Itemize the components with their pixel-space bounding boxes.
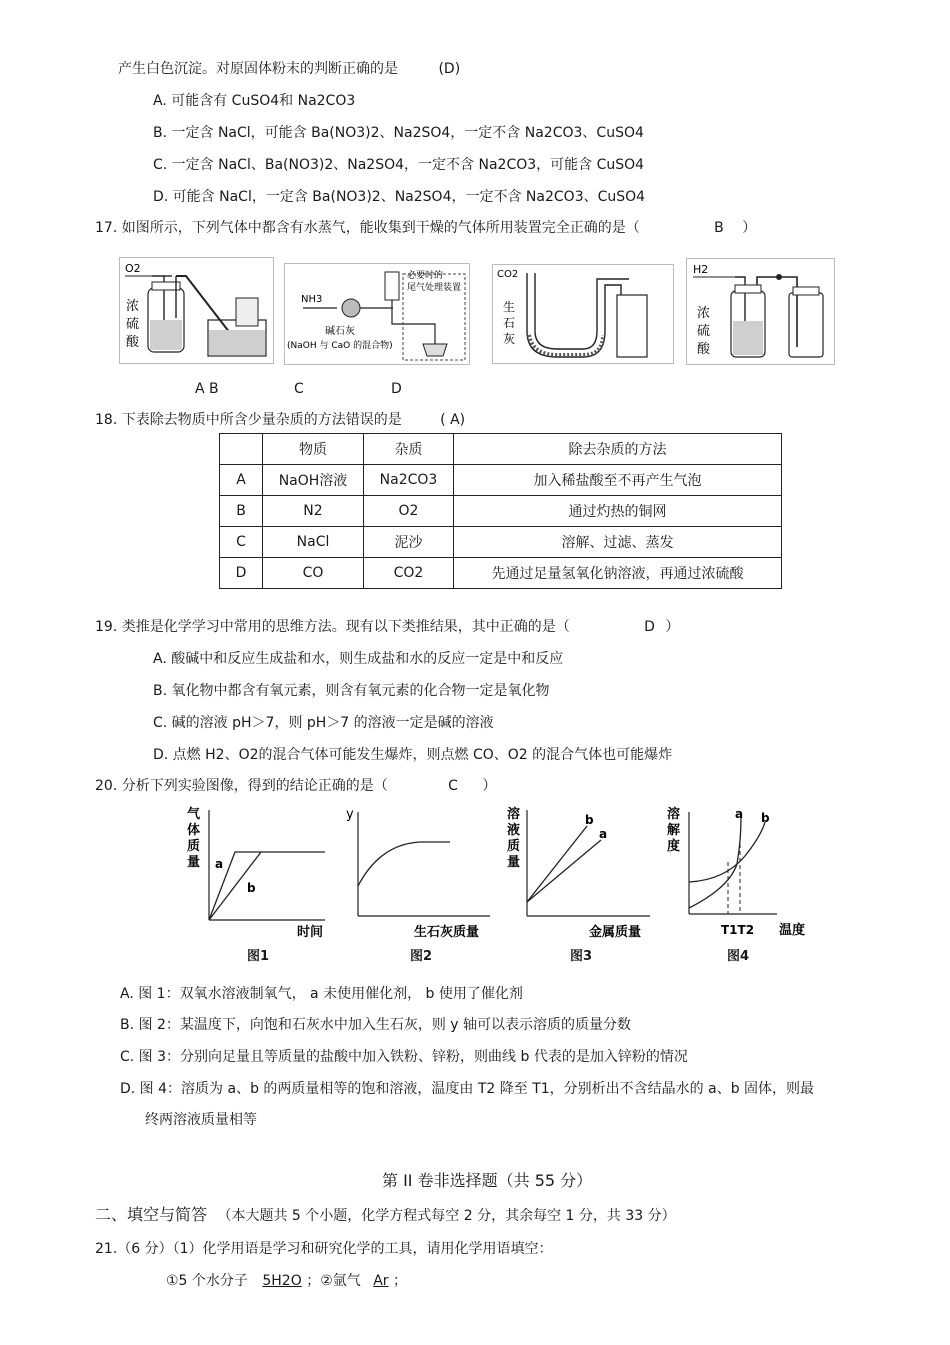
table-cell: D: [220, 558, 263, 589]
graph4-curve-b: b: [761, 811, 770, 825]
table-cell: 加入稀盐酸至不再产生气泡: [454, 465, 782, 496]
table-cell: N2: [263, 496, 364, 527]
fig-b-gas-label: NH3: [301, 294, 323, 305]
q20-graph-2: [340, 804, 500, 954]
q16-option-d: D. 可能含 NaCl，一定含 Ba(NO3)2、Na2SO4，一定不含 Na2CO3、CuSO4: [153, 189, 646, 205]
q20-option-d-cont: 终两溶液质量相等: [145, 1112, 257, 1128]
fig-d-reagent-3: 酸: [697, 342, 711, 357]
q19-option-d: D. 点燃 H2、O2的混合气体可能发生爆炸，则点燃 CO、O2 的混合气体也可能爆炸: [153, 747, 673, 763]
q18-table: [219, 433, 782, 589]
q17-letter-c: C: [294, 381, 304, 397]
graph4-caption: 图4: [727, 949, 750, 964]
table-header-row: [220, 434, 782, 465]
q20-answer: C: [448, 778, 458, 794]
graph3-ylabel-3: 质: [507, 839, 521, 854]
q21-item1-answer: 5H2O: [262, 1273, 302, 1289]
q18-stem: [95, 411, 465, 429]
q19-stem-text: 19. 类推是化学学习中常用的思维方法。现有以下类推结果，其中正确的是（: [95, 619, 570, 635]
graph3-ylabel-1: 溶: [507, 807, 521, 822]
q20-graph-3: [505, 804, 655, 954]
graph4-ylabel-2: 解: [667, 823, 681, 838]
q20-graph-4: [665, 804, 815, 954]
graph3-caption: 图3: [570, 949, 593, 964]
table-cell: NaOH溶液: [263, 465, 364, 496]
q19-close: ）: [665, 619, 680, 635]
table-cell: 通过灼热的铜网: [454, 496, 782, 527]
q21-stem: 21.（6 分）（1）化学用语是学习和研究化学的工具，请用化学用语填空：: [95, 1241, 553, 1257]
q17-figure-a: [119, 257, 274, 364]
table-cell: 泥沙: [364, 527, 454, 558]
table-cell: CO2: [364, 558, 454, 589]
q17-close: ）: [742, 220, 757, 236]
q16-stem-text: 产生白色沉淀。对原固体粉末的判断正确的是: [118, 61, 398, 77]
table-cell: 先通过足量氢氧化钠溶液，再通过浓硫酸: [454, 558, 782, 589]
q21-item2-answer: Ar: [373, 1273, 389, 1289]
graph3-ylabel-2: 液: [507, 823, 521, 838]
q19-stem: [95, 618, 679, 636]
fig-a-reagent-1: 浓: [126, 299, 140, 314]
graph4-curve-a: a: [735, 807, 744, 821]
q20-close: ）: [482, 778, 497, 794]
table-cell: NaCl: [263, 527, 364, 558]
table-cell: A: [220, 465, 263, 496]
q17-figure-b: [284, 263, 470, 365]
graph4-ylabel-1: 溶: [667, 807, 681, 822]
graph4-xlabel: 温度: [779, 923, 806, 938]
graph1-curve-a: a: [215, 857, 224, 871]
q20-option-c: C. 图 3：分别向足量且等质量的盐酸中加入铁粉、锌粉，则曲线 b 代表的是加入锌粉的情况: [120, 1049, 688, 1065]
part2-heading-note: （本大题共 5 个小题，化学方程式每空 2 分，其余每空 1 分，共 33 分）: [217, 1208, 676, 1224]
q16-option-a: A. 可能含有 CuSO4和 Na2CO3: [153, 93, 356, 109]
q20-option-a: A. 图 1：双氧水溶液制氧气， a 未使用催化剂， b 使用了催化剂: [120, 986, 523, 1002]
q20-graph-1: [185, 804, 330, 954]
graph4-ylabel-3: 度: [667, 839, 681, 854]
q20-option-b: B. 图 2：某温度下，向饱和石灰水中加入生石灰，则 y 轴可以表示溶质的质量分数: [120, 1017, 632, 1033]
graph1-xlabel: 时间: [297, 925, 324, 940]
q16-answer: (D): [438, 61, 461, 77]
q17-figure-c: [492, 264, 674, 364]
q19-option-b: B. 氧化物中都含有氧元素，则含有氧元素的化合物一定是氧化物: [153, 683, 550, 699]
q17-stem: [95, 219, 756, 237]
table-cell: O2: [364, 496, 454, 527]
q16-option-b: B. 一定含 NaCl，可能含 Ba(NO3)2、Na2SO4，一定不含 Na2CO3、CuSO4: [153, 125, 644, 141]
fig-d-gas-label: H2: [693, 263, 709, 276]
fig-b-note-1: 必要时的: [407, 271, 444, 281]
q18-stem-text: 18. 下表除去物质中所含少量杂质的方法错误的是: [95, 412, 402, 428]
graph1-caption: 图1: [247, 949, 270, 964]
table-row: [220, 496, 782, 527]
graph3-xlabel: 金属质量: [589, 925, 642, 940]
q19-answer: D: [644, 619, 655, 635]
graph2-ylabel: y: [346, 807, 354, 822]
graph3-curve-a: a: [599, 827, 608, 841]
table-cell: 溶解、过滤、蒸发: [454, 527, 782, 558]
q17-letter-d: D: [391, 381, 402, 397]
table-cell: Na2CO3: [364, 465, 454, 496]
q17-stem-text: 17. 如图所示，下列气体中都含有水蒸气，能收集到干燥的气体所用装置完全正确的是（: [95, 220, 640, 236]
fig-d-reagent-2: 硫: [697, 324, 711, 339]
q19-option-a: A. 酸碱中和反应生成盐和水，则生成盐和水的反应一定是中和反应: [153, 651, 564, 667]
q16-option-c: C. 一定含 NaCl、Ba(NO3)2、Na2SO4，一定不含 Na2CO3，可能含 CuSO4: [153, 157, 645, 173]
graph2-caption: 图2: [410, 949, 433, 964]
graph3-curve-b: b: [585, 813, 594, 827]
fig-a-gas-label: O2: [125, 262, 141, 275]
q20-stem-text: 20. 分析下列实验图像，得到的结论正确的是（: [95, 778, 388, 794]
graph1-curve-b: b: [247, 881, 256, 895]
graph1-ylabel-4: 量: [187, 855, 201, 870]
table-row: [220, 527, 782, 558]
table-row: [220, 558, 782, 589]
table-cell: C: [220, 527, 263, 558]
fig-b-note-2: 尾气处理装置: [407, 283, 462, 293]
table-header-cell: 杂质: [364, 434, 454, 465]
graph4-ticks: T1T2: [721, 923, 755, 937]
fig-b-reagent-2: (NaOH 与 CaO 的混合物): [287, 341, 393, 351]
q19-option-c: C. 碱的溶液 pH＞7，则 pH＞7 的溶液一定是碱的溶液: [153, 715, 494, 731]
part2-heading-line: [95, 1206, 676, 1225]
q18-answer: ( A): [440, 412, 466, 428]
q21-item-line: [166, 1272, 407, 1290]
q20-option-d: D. 图 4：溶质为 a、b 的两质量相等的饱和溶液，温度由 T2 降至 T1，分别析出不含结晶水的 a、b 固体，则最: [120, 1081, 815, 1097]
q17-answer: B: [714, 220, 724, 236]
table-cell: B: [220, 496, 263, 527]
q17-letter-ab: A B: [195, 381, 219, 397]
part2-heading: 二、填空与简答: [95, 1205, 208, 1224]
part2-title: 第 II 卷非选择题（共 55 分）: [382, 1171, 593, 1190]
fig-b-reagent-1: 碱石灰: [325, 326, 355, 337]
fig-a-reagent-2: 硫: [126, 317, 140, 332]
graph1-ylabel-1: 气: [187, 807, 201, 822]
table-header-cell: [220, 434, 263, 465]
fig-c-reagent-1: 生: [503, 300, 516, 314]
table-header-cell: 物质: [263, 434, 364, 465]
q17-figure-d: [686, 258, 835, 365]
graph1-ylabel-3: 质: [187, 839, 201, 854]
fig-c-gas-label: CO2: [497, 269, 519, 280]
graph1-ylabel-2: 体: [187, 823, 201, 838]
q20-stem: [95, 777, 496, 795]
graph3-ylabel-4: 量: [507, 855, 521, 870]
q21-item2-end: ；: [393, 1273, 408, 1289]
table-header-cell: 除去杂质的方法: [454, 434, 782, 465]
table-cell: CO: [263, 558, 364, 589]
fig-c-reagent-3: 灰: [503, 332, 516, 346]
fig-c-reagent-2: 石: [503, 316, 516, 330]
graph2-xlabel: 生石灰质量: [414, 925, 480, 940]
q21-item2-label: ；②氩气: [306, 1273, 361, 1289]
q16-stem-tail: [118, 60, 460, 78]
q21-item1-label: ①5 个水分子: [166, 1273, 248, 1289]
fig-a-reagent-3: 酸: [126, 335, 140, 350]
fig-d-reagent-1: 浓: [697, 306, 711, 321]
table-row: [220, 465, 782, 496]
